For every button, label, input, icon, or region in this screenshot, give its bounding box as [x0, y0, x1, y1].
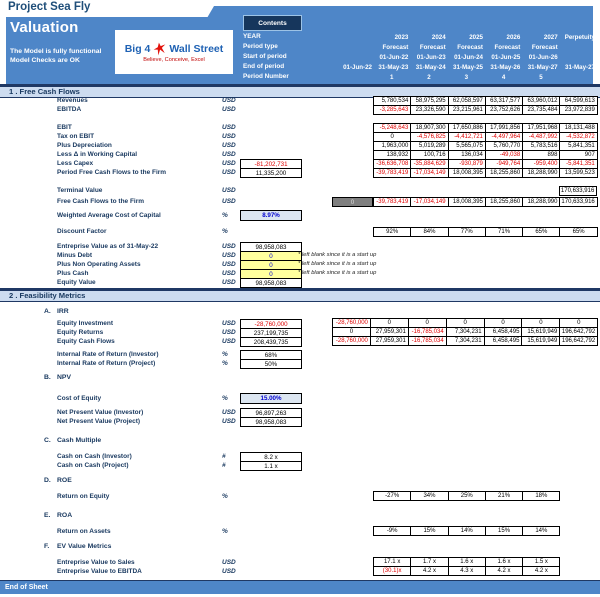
period-year: 2023: [394, 34, 409, 41]
subsection-irr: [0, 308, 300, 317]
grid-cell[interactable]: -35,884,629: [410, 159, 448, 169]
row-label: Return on Equity: [57, 493, 110, 500]
row-revenues: [0, 97, 340, 106]
grid-cell[interactable]: -39,783,419: [373, 168, 411, 178]
subsection-title: IRR: [57, 308, 69, 315]
grid-cell[interactable]: 65%: [522, 227, 560, 237]
grid-cell[interactable]: 138,932: [373, 150, 411, 160]
row-unit: %: [222, 228, 228, 235]
grid-cell[interactable]: -5,841,351: [559, 159, 597, 169]
grid-cell[interactable]: -17,034,149: [410, 197, 448, 207]
end-of-sheet-bar: End of Sheet: [0, 580, 600, 594]
row-unit: USD: [222, 279, 236, 286]
row-label: Period Free Cash Flows to the Firm: [57, 169, 167, 176]
subsection-cash-multiple: [0, 437, 300, 446]
grid-cell[interactable]: -36,636,708: [373, 159, 411, 169]
grid-cell[interactable]: 23,326,590: [410, 105, 448, 115]
grid-cell[interactable]: 1,963,000: [373, 141, 411, 151]
header-label-year: YEAR: [243, 33, 261, 40]
period-column: [560, 33, 597, 83]
equity-investment-box[interactable]: -28,760,000: [240, 319, 302, 329]
model-status-line2: Model Checks are OK: [10, 57, 80, 64]
period-start: 01-Jun-25: [491, 54, 521, 61]
grid-cell[interactable]: 27,959,301: [370, 336, 409, 346]
irr-equity-grid: [332, 318, 597, 346]
grid-cell[interactable]: 18,288,990: [522, 168, 560, 178]
ebit-to-fcf-grid: [373, 123, 597, 178]
grid-cell[interactable]: 18,255,860: [485, 197, 523, 207]
grid-cell[interactable]: 6,458,495: [484, 336, 523, 346]
grid-cell[interactable]: -930,879: [448, 159, 486, 169]
row-unit: USD: [222, 124, 236, 131]
grid-cell[interactable]: 18,131,488: [559, 123, 597, 133]
row-label: Return on Assets: [57, 528, 111, 535]
subsection-npv: [0, 374, 300, 383]
subsection-letter: E.: [44, 512, 51, 519]
row-label: Net Present Value (Project): [57, 418, 141, 425]
period-column: [522, 33, 559, 83]
row-ev-to-sales: [0, 559, 340, 568]
row-unit: %: [222, 493, 228, 500]
subsection-roe: [0, 477, 300, 486]
grid-cell[interactable]: 5,019,289: [410, 141, 448, 151]
period-column: [448, 33, 485, 83]
header-label-start-of-period: Start of period: [243, 53, 287, 60]
subsection-letter: C.: [44, 437, 51, 444]
grid-cell[interactable]: 4.2 x: [522, 566, 560, 576]
grid-cell[interactable]: 71%: [485, 227, 523, 237]
equity-cash-flows-box[interactable]: 208,439,735: [240, 337, 302, 347]
row-unit: USD: [222, 559, 236, 566]
row-plus-depreciation: [0, 142, 340, 151]
row-unit: USD: [222, 97, 236, 104]
row-unit: USD: [222, 338, 236, 345]
row-label: Entreprise Value to Sales: [57, 559, 135, 566]
npv-investor-box[interactable]: 96,897,263: [240, 408, 302, 418]
period-column: [373, 33, 410, 83]
row-label: Discount Factor: [57, 228, 107, 235]
subsection-title: EV Value Metrics: [57, 543, 112, 550]
sheet-title: Valuation: [10, 19, 79, 36]
grid-cell[interactable]: 6,458,495: [484, 327, 523, 337]
row-unit: USD: [222, 418, 236, 425]
period-type: Forecast: [494, 44, 521, 51]
period-year: Perpetuity: [564, 34, 595, 41]
grid-cell[interactable]: 136,034: [448, 150, 486, 160]
period-type: [560, 43, 597, 53]
grid-cell[interactable]: -16,785,034: [408, 327, 447, 337]
model-status-line1: The Model is fully functional: [10, 48, 102, 55]
period-year: 2024: [431, 34, 446, 41]
row-fcff: [0, 198, 340, 207]
period-year: 2026: [506, 34, 521, 41]
grid-cell[interactable]: 100,716: [410, 150, 448, 160]
period-type: Forecast: [419, 44, 446, 51]
grid-cell[interactable]: 0: [332, 327, 371, 337]
row-return-on-assets: [0, 528, 340, 537]
grid-cell[interactable]: 27,959,301: [370, 327, 409, 337]
contents-button[interactable]: Contents: [243, 15, 302, 31]
row-label: Less Δ in Working Capital: [57, 151, 138, 158]
grid-cell[interactable]: 4.3 x: [448, 566, 486, 576]
row-unit: #: [222, 462, 226, 469]
row-label: Plus Non Operating Assets: [57, 261, 141, 268]
grid-cell[interactable]: -4,576,825: [410, 132, 448, 142]
grid-cell[interactable]: -27%: [373, 491, 411, 501]
row-unit: USD: [222, 252, 236, 259]
row-label: Cost of Equity: [57, 395, 102, 402]
grid-cell[interactable]: 23,752,626: [485, 105, 523, 115]
subsection-letter: A.: [44, 308, 51, 315]
period-start: 01-Jun-26: [528, 54, 558, 61]
subsection-ev-metrics: [0, 543, 300, 552]
row-label: Weighted Average Cost of Capital: [57, 212, 161, 219]
grid-cell[interactable]: 4.2 x: [410, 566, 448, 576]
period-type: Forecast: [457, 44, 483, 51]
row-discount-factor: [0, 228, 340, 237]
row-label: EBITDA: [57, 106, 82, 113]
row-unit: %: [222, 212, 228, 219]
grid-cell[interactable]: 1.5 x: [522, 557, 560, 567]
period-start: 01-Jun-22: [379, 54, 409, 61]
row-terminal-value: [0, 187, 340, 196]
period-end: 31-May-23: [378, 64, 409, 71]
row-label: Equity Investment: [57, 320, 113, 327]
eagle-icon: [152, 42, 167, 56]
subsection-letter: B.: [44, 374, 51, 381]
grid-cell[interactable]: 0: [408, 318, 447, 328]
row-unit: #: [222, 453, 226, 460]
row-unit: %: [222, 395, 228, 402]
grid-cell[interactable]: 13,599,523: [559, 168, 597, 178]
period-year: 2025: [469, 34, 483, 41]
period-start: [560, 53, 597, 63]
period-start: 01-Jun-23: [416, 54, 446, 61]
period-end: 31-May-24: [415, 64, 446, 71]
row-unit: %: [222, 360, 228, 367]
grid-cell[interactable]: 18,255,860: [485, 168, 523, 178]
row-unit: USD: [222, 198, 236, 205]
section-2-header: 2 . Feasibility Metrics: [0, 288, 600, 302]
less-capex-box[interactable]: -81,202,731: [240, 159, 302, 169]
subsection-title: NPV: [57, 374, 71, 381]
row-label: Less Capex: [57, 160, 94, 167]
npv-project-box[interactable]: 98,958,083: [240, 417, 302, 427]
grid-cell[interactable]: 0: [446, 318, 485, 328]
subsection-title: ROE: [57, 477, 72, 484]
period-type: Forecast: [531, 44, 558, 51]
row-return-on-equity: [0, 493, 340, 502]
header-label-period-type: Period type: [243, 43, 278, 50]
period-num: 2: [427, 74, 431, 81]
grid-cell[interactable]: 7,304,231: [446, 327, 485, 337]
grid-cell[interactable]: 4.2 x: [485, 566, 523, 576]
startup-note-2: * left blank since it is a start up: [298, 261, 377, 267]
row-unit: %: [222, 528, 228, 535]
terminal-value-cell: [559, 186, 596, 196]
header-label-period-number: Period Number: [243, 73, 289, 80]
row-unit: USD: [222, 142, 236, 149]
ev-metrics-grid: [373, 557, 559, 576]
grid-cell[interactable]: 1.6 x: [485, 557, 523, 567]
period-column: [485, 33, 522, 83]
grid-cell[interactable]: 18,008,395: [448, 197, 486, 207]
coc-project-box[interactable]: 1.1 x: [240, 461, 302, 471]
grid-cell[interactable]: 23,215,961: [448, 105, 486, 115]
company-logo: [115, 30, 233, 74]
grid-cell[interactable]: 14%: [448, 526, 486, 536]
grid-cell[interactable]: -49,038: [485, 150, 523, 160]
grid-cell[interactable]: 0: [373, 132, 411, 142]
startup-note-1: * left blank since it is a start up: [298, 252, 377, 258]
grid-cell[interactable]: 23,972,839: [559, 105, 597, 115]
coc-investor-box[interactable]: 8.2 x: [240, 452, 302, 462]
grid-cell[interactable]: -949,764: [485, 159, 523, 169]
wacc-input[interactable]: 8.97%: [240, 210, 302, 221]
revenues-ebitda-grid: [373, 96, 597, 115]
grid-cell[interactable]: 15%: [485, 526, 523, 536]
row-ebit: [0, 124, 340, 133]
period-start: 01-Jun-24: [454, 54, 483, 61]
grid-cell[interactable]: 23,735,484: [522, 105, 560, 115]
minus-debt-input[interactable]: 0: [240, 251, 302, 261]
period-num: 1: [389, 74, 394, 81]
grid-cell[interactable]: -17,034,149: [410, 168, 448, 178]
grid-cell[interactable]: 17,991,856: [485, 123, 523, 133]
row-tax-on-ebit: [0, 133, 340, 142]
grid-cell[interactable]: -3,285,643: [373, 105, 411, 115]
grid-cell[interactable]: 5,841,351: [559, 141, 597, 151]
irr-project-box[interactable]: 50%: [240, 359, 302, 369]
grid-cell[interactable]: 14%: [522, 526, 560, 536]
subsection-roa: [0, 512, 300, 521]
row-label: Entreprise Value to EBITDA: [57, 568, 142, 575]
grid-cell[interactable]: 5,760,770: [485, 141, 523, 151]
grid-cell[interactable]: -959,400: [522, 159, 560, 169]
enterprise-value-box[interactable]: 98,958,083: [240, 242, 302, 252]
period-type: Forecast: [382, 44, 409, 51]
row-unit: USD: [222, 160, 236, 167]
period-end: 31-May-27: [565, 64, 595, 71]
discount-factor-grid: [373, 227, 597, 237]
row-unit: USD: [222, 409, 236, 416]
period-column: [410, 33, 447, 83]
page-title: Project Sea Fly: [8, 1, 91, 13]
row-label: Free Cash Flows to the Firm: [57, 198, 145, 205]
row-label: Tax on EBIT: [57, 133, 95, 140]
grid-cell[interactable]: 170,633,916: [559, 197, 597, 207]
equity-returns-box[interactable]: 237,199,735: [240, 328, 302, 338]
grid-cell[interactable]: 0: [521, 318, 560, 328]
grid-cell[interactable]: 15,619,949: [521, 336, 560, 346]
row-ev-to-ebitda: [0, 568, 340, 577]
grid-cell[interactable]: -5,248,643: [373, 123, 411, 133]
grid-cell[interactable]: 898: [522, 150, 560, 160]
row-label: Cash on Cash (Investor): [57, 453, 132, 460]
row-label: Minus Debt: [57, 252, 93, 259]
date-column-end-of-period: 01-Jun-22: [343, 64, 372, 71]
row-label: EBIT: [57, 124, 72, 131]
grid-cell[interactable]: -4,497,964: [485, 132, 523, 142]
row-ebitda: [0, 106, 340, 115]
row-label: Equity Returns: [57, 329, 104, 336]
period-year: 2027: [543, 34, 558, 41]
grid-cell[interactable]: 0: [370, 318, 409, 328]
grid-cell[interactable]: 62,058,597: [448, 96, 486, 106]
period-columns: [373, 33, 599, 83]
subsection-title: ROA: [57, 512, 73, 519]
row-unit: USD: [222, 270, 236, 277]
grid-cell[interactable]: 34%: [410, 491, 448, 501]
logo-tagline: Believe, Conceive, Excel: [143, 56, 205, 63]
grid-cell[interactable]: 64,599,613: [559, 96, 597, 106]
grid-cell[interactable]: -4,532,872: [559, 132, 597, 142]
row-label: Plus Depreciation: [57, 142, 112, 149]
logo-text-part2: Wall Street: [169, 42, 224, 55]
row-unit: USD: [222, 320, 236, 327]
row-unit: USD: [222, 169, 236, 176]
subsection-letter: D.: [44, 477, 51, 484]
row-label: Net Present Value (Investor): [57, 409, 144, 416]
header-label-end-of-period: End of period: [243, 63, 285, 70]
grid-cell[interactable]: -9%: [373, 526, 411, 536]
grid-cell[interactable]: 17,951,968: [522, 123, 560, 133]
row-unit: USD: [222, 106, 236, 113]
row-label: Revenues: [57, 97, 88, 104]
period-num: 5: [539, 74, 543, 81]
period-fcf-box[interactable]: 11,335,200: [240, 168, 302, 178]
logo-text-part1: Big 4: [124, 42, 151, 55]
grid-cell[interactable]: 77%: [448, 227, 486, 237]
subsection-letter: F.: [44, 543, 50, 550]
grid-cell[interactable]: 0: [559, 318, 598, 328]
grid-cell[interactable]: 5,565,075: [448, 141, 486, 151]
row-label: Internal Rate of Return (Investor): [57, 351, 159, 358]
grid-cell[interactable]: 17.1 x: [373, 557, 411, 567]
roa-grid: [373, 526, 559, 536]
row-label: Cash on Cash (Project): [57, 462, 129, 469]
grid-cell[interactable]: 18,008,395: [448, 168, 486, 178]
non-operating-assets-input[interactable]: 0: [240, 260, 302, 270]
grid-cell[interactable]: 25%: [448, 491, 486, 501]
grid-cell[interactable]: -39,783,419: [373, 197, 411, 207]
period-end: 31-May-27: [527, 64, 558, 71]
grid-cell[interactable]: -28,760,000: [332, 336, 371, 346]
grid-cell[interactable]: 84%: [410, 227, 448, 237]
grid-cell[interactable]: -4,412,721: [448, 132, 486, 142]
row-label: Plus Cash: [57, 270, 89, 277]
row-label: Entreprise Value as of 31-May-22: [57, 243, 159, 250]
subsection-title: Cash Multiple: [57, 437, 102, 444]
grid-cell[interactable]: 18%: [522, 491, 560, 501]
grid-cell[interactable]: 18,907,300: [410, 123, 448, 133]
fcff-opening-cell[interactable]: 0: [332, 197, 373, 207]
grid-cell[interactable]: 5,783,516: [522, 141, 560, 151]
grid-cell[interactable]: 92%: [373, 227, 411, 237]
grid-cell[interactable]: 63,317,577: [485, 96, 523, 106]
grid-cell[interactable]: 15%: [410, 526, 448, 536]
grid-cell[interactable]: 17,650,886: [448, 123, 486, 133]
row-label: Equity Value: [57, 279, 96, 286]
section-1-header: 1 . Free Cash Flows: [0, 84, 600, 98]
row-unit: USD: [222, 329, 236, 336]
grid-cell[interactable]: 65%: [559, 227, 597, 237]
grid-cell[interactable]: 1.6 x: [448, 557, 486, 567]
period-end: 31-May-26: [490, 64, 521, 71]
grid-cell[interactable]: -16,785,034: [408, 336, 447, 346]
grid-cell[interactable]: (30.1)x: [373, 566, 411, 576]
grid-cell[interactable]: 63,960,012: [522, 96, 560, 106]
grid-cell[interactable]: 907: [559, 150, 597, 160]
startup-note-3: * left blank since it is a start up: [298, 270, 377, 276]
grid-cell[interactable]: 170,633,916: [559, 186, 597, 196]
plus-cash-input[interactable]: 0: [240, 269, 302, 279]
row-label: Terminal Value: [57, 187, 103, 194]
equity-value-box[interactable]: 98,958,083: [240, 278, 302, 288]
grid-cell[interactable]: 15,619,949: [521, 327, 560, 337]
grid-cell[interactable]: -28,760,000: [332, 318, 371, 328]
grid-cell[interactable]: 21%: [485, 491, 523, 501]
row-unit: USD: [222, 261, 236, 268]
grid-cell[interactable]: 18,288,990: [522, 197, 560, 207]
row-unit: USD: [222, 187, 236, 194]
row-unit: USD: [222, 133, 236, 140]
row-label: Internal Rate of Return (Project): [57, 360, 156, 367]
grid-cell[interactable]: 196,642,792: [559, 336, 598, 346]
row-unit: %: [222, 351, 228, 358]
row-unit: USD: [222, 151, 236, 158]
row-unit: USD: [222, 568, 236, 575]
grid-cell[interactable]: 196,642,792: [559, 327, 598, 337]
period-num: 3: [464, 74, 469, 81]
grid-cell[interactable]: 58,975,295: [410, 96, 448, 106]
grid-cell[interactable]: 1.7 x: [410, 557, 448, 567]
grid-cell[interactable]: 7,304,231: [446, 336, 485, 346]
row-label: Equity Cash Flows: [57, 338, 115, 345]
row-unit: USD: [222, 243, 236, 250]
roe-grid: [373, 491, 559, 501]
period-num: [560, 73, 597, 83]
grid-cell[interactable]: -4,487,992: [522, 132, 560, 142]
fcff-grid: [373, 197, 597, 207]
cost-of-equity-input[interactable]: 15.00%: [240, 393, 302, 404]
grid-cell[interactable]: 0: [484, 318, 523, 328]
period-end: 31-May-25: [453, 64, 483, 71]
period-num: 4: [501, 74, 506, 81]
grid-cell[interactable]: 5,780,534: [373, 96, 411, 106]
irr-investor-box[interactable]: 68%: [240, 350, 302, 360]
